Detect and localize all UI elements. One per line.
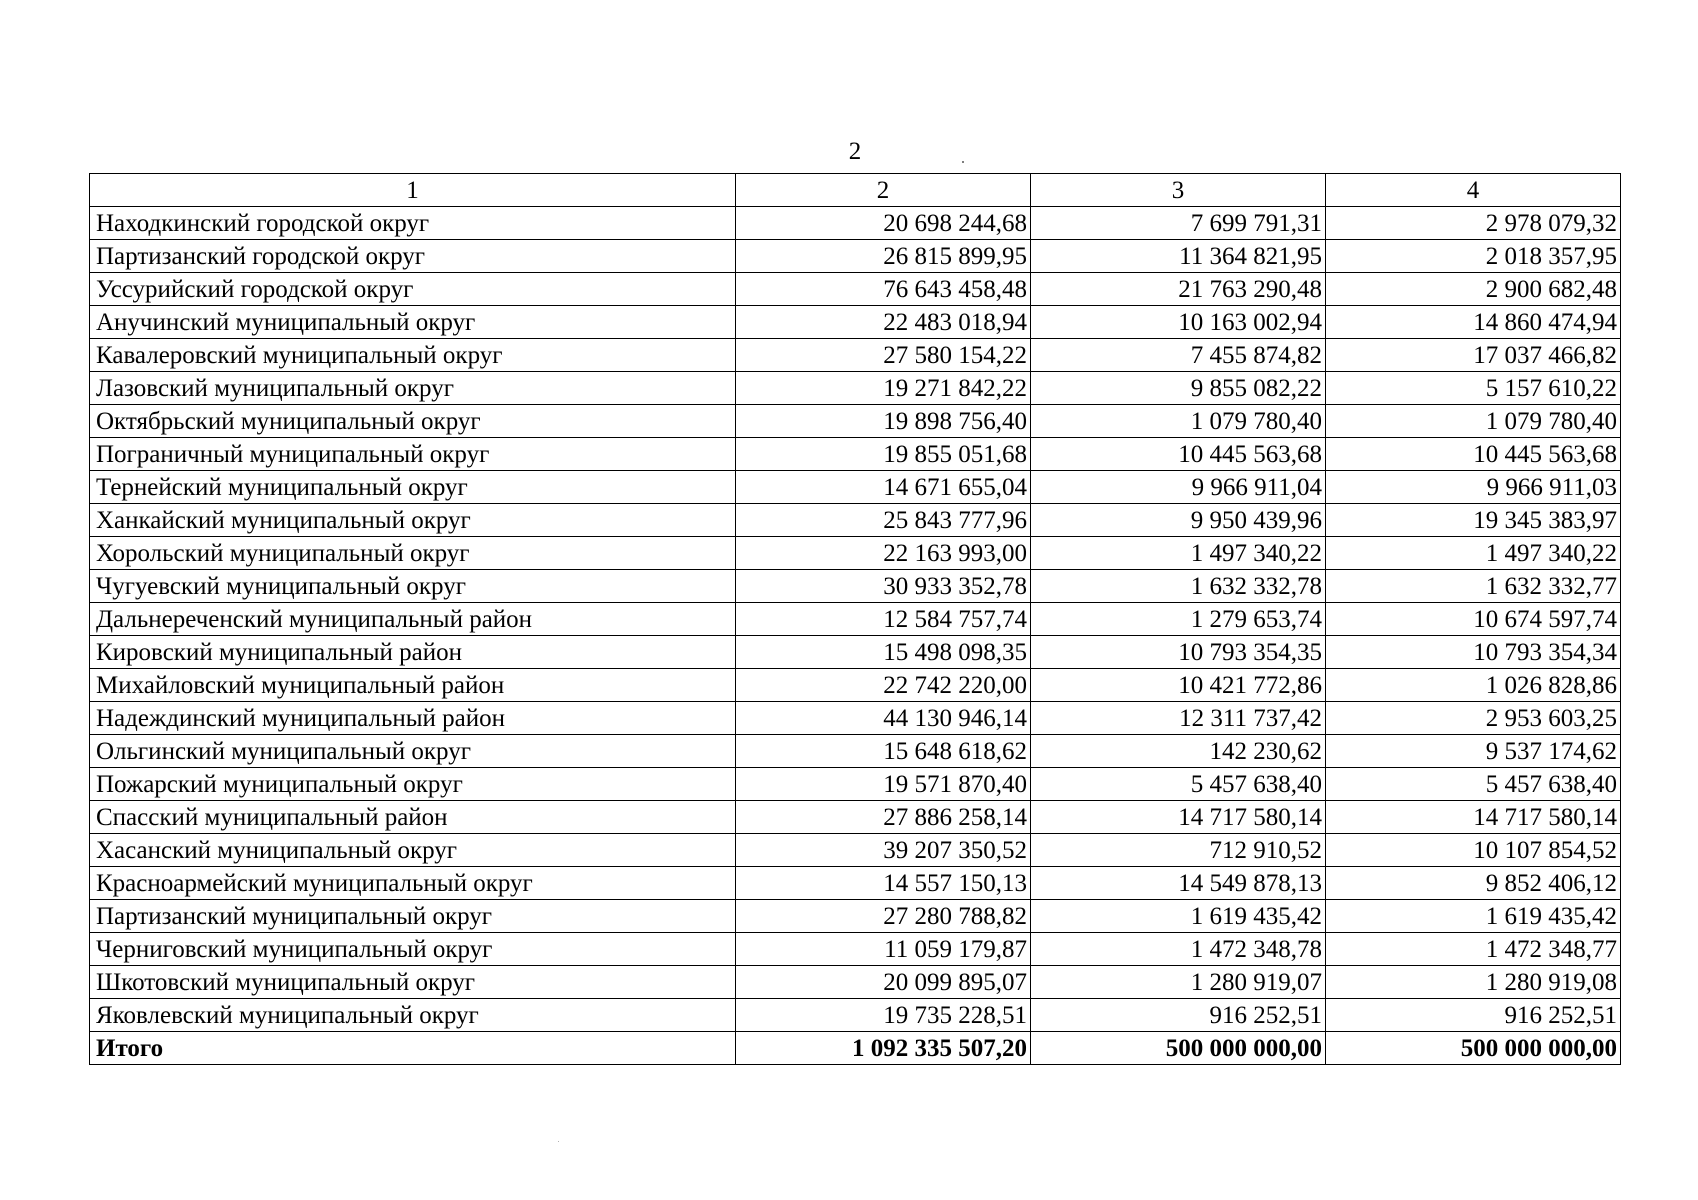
table-row xyxy=(90,537,1621,570)
amount-cell-col-4: 5 157 610,22 xyxy=(1326,372,1621,405)
amount-cell-col-4: 1 026 828,86 xyxy=(1326,669,1621,702)
amount-cell-col-2: 27 280 788,82 xyxy=(736,900,1031,933)
municipality-name-cell: Надеждинский муниципальный район xyxy=(90,702,736,735)
amount-cell-col-3: 9 950 439,96 xyxy=(1031,504,1326,537)
amount-cell-col-4: 5 457 638,40 xyxy=(1326,768,1621,801)
amount-cell-col-2: 25 843 777,96 xyxy=(736,504,1031,537)
amount-cell-col-2: 27 580 154,22 xyxy=(736,339,1031,372)
amount-cell-col-3: 142 230,62 xyxy=(1031,735,1326,768)
amount-cell-col-4: 9 852 406,12 xyxy=(1326,867,1621,900)
amount-cell-col-3: 1 497 340,22 xyxy=(1031,537,1326,570)
page-number: 2 xyxy=(848,138,862,165)
column-number-4: 4 xyxy=(1326,174,1621,207)
amount-cell-col-2: 19 735 228,51 xyxy=(736,999,1031,1032)
amount-cell-col-4: 17 037 466,82 xyxy=(1326,339,1621,372)
amount-cell-col-4: 1 280 919,08 xyxy=(1326,966,1621,999)
amount-cell-col-3: 21 763 290,48 xyxy=(1031,273,1326,306)
municipality-name-cell: Хорольский муниципальный округ xyxy=(90,537,736,570)
table-row xyxy=(90,735,1621,768)
table-row xyxy=(90,636,1621,669)
amount-cell-col-3: 5 457 638,40 xyxy=(1031,768,1326,801)
table-row xyxy=(90,240,1621,273)
amount-cell-col-2: 44 130 946,14 xyxy=(736,702,1031,735)
table-row xyxy=(90,999,1621,1032)
amount-cell-col-2: 19 271 842,22 xyxy=(736,372,1031,405)
table-row xyxy=(90,471,1621,504)
municipality-name-cell: Тернейский муниципальный округ xyxy=(90,471,736,504)
amount-cell-col-3: 10 793 354,35 xyxy=(1031,636,1326,669)
municipality-name-cell: Спасский муниципальный район xyxy=(90,801,736,834)
municipality-name-cell: Уссурийский городской округ xyxy=(90,273,736,306)
table-row xyxy=(90,801,1621,834)
amount-cell-col-3: 11 364 821,95 xyxy=(1031,240,1326,273)
amount-cell-col-2: 19 898 756,40 xyxy=(736,405,1031,438)
amount-cell-col-3: 500 000 000,00 xyxy=(1031,1032,1326,1065)
municipality-name-cell: Партизанский городской округ xyxy=(90,240,736,273)
amount-cell-col-4: 916 252,51 xyxy=(1326,999,1621,1032)
amount-cell-col-2: 20 099 895,07 xyxy=(736,966,1031,999)
table-row xyxy=(90,438,1621,471)
amount-cell-col-2: 11 059 179,87 xyxy=(736,933,1031,966)
amount-cell-col-2: 22 483 018,94 xyxy=(736,306,1031,339)
municipality-name-cell: Кировский муниципальный район xyxy=(90,636,736,669)
amount-cell-col-4: 14 860 474,94 xyxy=(1326,306,1621,339)
municipality-name-cell: Пограничный муниципальный округ xyxy=(90,438,736,471)
data-table xyxy=(89,173,1621,1065)
amount-cell-col-2: 12 584 757,74 xyxy=(736,603,1031,636)
amount-cell-col-4: 10 793 354,34 xyxy=(1326,636,1621,669)
amount-cell-col-4: 9 537 174,62 xyxy=(1326,735,1621,768)
municipality-name-cell: Ханкайский муниципальный округ xyxy=(90,504,736,537)
table-row xyxy=(90,834,1621,867)
table-row xyxy=(90,372,1621,405)
municipality-name-cell: Анучинский муниципальный округ xyxy=(90,306,736,339)
table-row xyxy=(90,339,1621,372)
amount-cell-col-3: 14 549 878,13 xyxy=(1031,867,1326,900)
municipality-name-cell: Дальнереченский муниципальный район xyxy=(90,603,736,636)
scan-speck xyxy=(558,1141,559,1142)
municipality-name-cell: Находкинский городской округ xyxy=(90,207,736,240)
amount-cell-col-4: 2 978 079,32 xyxy=(1326,207,1621,240)
amount-cell-col-4: 1 619 435,42 xyxy=(1326,900,1621,933)
table-row xyxy=(90,702,1621,735)
amount-cell-col-3: 1 472 348,78 xyxy=(1031,933,1326,966)
amount-cell-col-4: 2 018 357,95 xyxy=(1326,240,1621,273)
municipality-name-cell: Итого xyxy=(90,1032,736,1065)
amount-cell-col-2: 15 648 618,62 xyxy=(736,735,1031,768)
amount-cell-col-4: 1 472 348,77 xyxy=(1326,933,1621,966)
amount-cell-col-3: 9 966 911,04 xyxy=(1031,471,1326,504)
amount-cell-col-2: 22 163 993,00 xyxy=(736,537,1031,570)
municipality-name-cell: Черниговский муниципальный округ xyxy=(90,933,736,966)
municipality-name-cell: Партизанский муниципальный округ xyxy=(90,900,736,933)
municipality-name-cell: Чугуевский муниципальный округ xyxy=(90,570,736,603)
table-row xyxy=(90,867,1621,900)
table-row xyxy=(90,570,1621,603)
amount-cell-col-4: 1 497 340,22 xyxy=(1326,537,1621,570)
amount-cell-col-2: 27 886 258,14 xyxy=(736,801,1031,834)
amount-cell-col-2: 39 207 350,52 xyxy=(736,834,1031,867)
table-row xyxy=(90,504,1621,537)
header-row xyxy=(90,174,1621,207)
amount-cell-col-4: 19 345 383,97 xyxy=(1326,504,1621,537)
amount-cell-col-3: 1 079 780,40 xyxy=(1031,405,1326,438)
amount-cell-col-4: 14 717 580,14 xyxy=(1326,801,1621,834)
amount-cell-col-3: 10 421 772,86 xyxy=(1031,669,1326,702)
amount-cell-col-4: 2 953 603,25 xyxy=(1326,702,1621,735)
amount-cell-col-3: 10 163 002,94 xyxy=(1031,306,1326,339)
amount-cell-col-3: 1 280 919,07 xyxy=(1031,966,1326,999)
table-row xyxy=(90,768,1621,801)
column-number-3: 3 xyxy=(1031,174,1326,207)
amount-cell-col-2: 19 855 051,68 xyxy=(736,438,1031,471)
column-number-2: 2 xyxy=(736,174,1031,207)
amount-cell-col-3: 12 311 737,42 xyxy=(1031,702,1326,735)
amount-cell-col-4: 10 674 597,74 xyxy=(1326,603,1621,636)
municipality-name-cell: Лазовский муниципальный округ xyxy=(90,372,736,405)
amount-cell-col-3: 7 455 874,82 xyxy=(1031,339,1326,372)
table-body xyxy=(90,174,1621,1065)
amount-cell-col-3: 712 910,52 xyxy=(1031,834,1326,867)
municipality-name-cell: Ольгинский муниципальный округ xyxy=(90,735,736,768)
column-number-1: 1 xyxy=(90,174,736,207)
table-row xyxy=(90,669,1621,702)
table-row xyxy=(90,933,1621,966)
amount-cell-col-4: 10 445 563,68 xyxy=(1326,438,1621,471)
amount-cell-col-2: 76 643 458,48 xyxy=(736,273,1031,306)
amount-cell-col-2: 14 671 655,04 xyxy=(736,471,1031,504)
amount-cell-col-4: 9 966 911,03 xyxy=(1326,471,1621,504)
table-row xyxy=(90,207,1621,240)
amount-cell-col-4: 10 107 854,52 xyxy=(1326,834,1621,867)
total-row xyxy=(90,1032,1621,1065)
amount-cell-col-3: 9 855 082,22 xyxy=(1031,372,1326,405)
municipality-name-cell: Яковлевский муниципальный округ xyxy=(90,999,736,1032)
scan-speck xyxy=(962,161,964,163)
amount-cell-col-3: 14 717 580,14 xyxy=(1031,801,1326,834)
amount-cell-col-2: 14 557 150,13 xyxy=(736,867,1031,900)
municipality-name-cell: Кавалеровский муниципальный округ xyxy=(90,339,736,372)
amount-cell-col-3: 1 632 332,78 xyxy=(1031,570,1326,603)
table-row xyxy=(90,405,1621,438)
municipality-name-cell: Красноармейский муниципальный округ xyxy=(90,867,736,900)
amount-cell-col-3: 916 252,51 xyxy=(1031,999,1326,1032)
table-row xyxy=(90,966,1621,999)
amount-cell-col-3: 10 445 563,68 xyxy=(1031,438,1326,471)
municipality-name-cell: Октябрьский муниципальный округ xyxy=(90,405,736,438)
amount-cell-col-3: 1 279 653,74 xyxy=(1031,603,1326,636)
table-row xyxy=(90,273,1621,306)
municipality-name-cell: Шкотовский муниципальный округ xyxy=(90,966,736,999)
table-row xyxy=(90,603,1621,636)
table-row xyxy=(90,900,1621,933)
amount-cell-col-2: 19 571 870,40 xyxy=(736,768,1031,801)
amount-cell-col-4: 1 079 780,40 xyxy=(1326,405,1621,438)
amount-cell-col-2: 30 933 352,78 xyxy=(736,570,1031,603)
municipality-name-cell: Пожарский муниципальный округ xyxy=(90,768,736,801)
amount-cell-col-2: 22 742 220,00 xyxy=(736,669,1031,702)
amount-cell-col-2: 20 698 244,68 xyxy=(736,207,1031,240)
municipality-name-cell: Михайловский муниципальный район xyxy=(90,669,736,702)
amount-cell-col-2: 1 092 335 507,20 xyxy=(736,1032,1031,1065)
amount-cell-col-2: 26 815 899,95 xyxy=(736,240,1031,273)
amount-cell-col-4: 1 632 332,77 xyxy=(1326,570,1621,603)
amount-cell-col-4: 500 000 000,00 xyxy=(1326,1032,1621,1065)
amount-cell-col-3: 1 619 435,42 xyxy=(1031,900,1326,933)
municipality-name-cell: Хасанский муниципальный округ xyxy=(90,834,736,867)
amount-cell-col-3: 7 699 791,31 xyxy=(1031,207,1326,240)
amount-cell-col-4: 2 900 682,48 xyxy=(1326,273,1621,306)
table-row xyxy=(90,306,1621,339)
amount-cell-col-2: 15 498 098,35 xyxy=(736,636,1031,669)
